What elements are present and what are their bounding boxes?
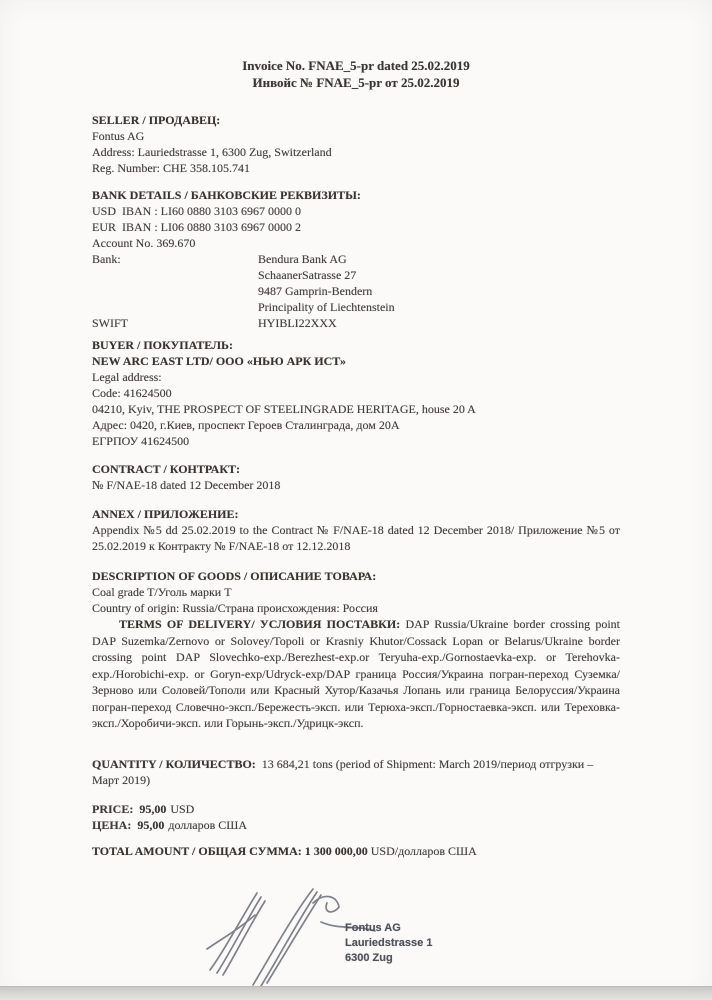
signature-block (205, 885, 535, 987)
bank-street: SchaanerSatrasse 27 (258, 268, 357, 282)
contract-section (92, 461, 620, 493)
usd-iban: USD IBAN : LI60 0880 3103 6967 0000 0 (92, 204, 301, 218)
quantity-text: 13 684,21 tons (period of Shipment: March 2019/период отгрузки – Март 2019) (92, 756, 594, 787)
buyer-code: Code: 41624500 (92, 386, 172, 400)
seller-section (92, 112, 620, 176)
buyer-heading: BUYER / ПОКУПАТЕЛЬ: (92, 338, 233, 352)
bank-name-row (92, 251, 620, 315)
total-heading: TOTAL AMOUNT / ОБЩАЯ СУММА: (92, 843, 302, 858)
goods-heading: DESCRIPTION OF GOODS / ОПИСАНИЕ ТОВАРА: (92, 569, 377, 583)
terms-of-delivery-paragraph (92, 616, 620, 732)
quantity-paragraph (92, 756, 620, 788)
seller-company: Fontus AG (92, 129, 145, 143)
price-currency-ru: долларов США (168, 817, 248, 832)
bank-address (258, 251, 395, 315)
bank-heading: BANK DETAILS / БАНКОВСКИЕ РЕКВИЗИТЫ: (92, 188, 361, 202)
stamp-street: Lauriedstrasse 1 (345, 937, 433, 949)
terms-text: DAP Russia/Ukraine border crossing point DAP Suzemka/Zernovo or Solovey/Topoli or Krasniy Khutor/Cossack Lopan or Belarus/Ukraine border crossing point DAP Slovechko-exp./Berezhest-exp.or Teryuha-exp./Gornostaevka-exp. or Terehovka-exp./Horobichi-exp. or Goryn-exp/Udryck-exp/DAP граница Россия/Украина погран-переход Суземка/Зерново или Соловей/Тополи или Красный Хутор/Казачья Лопань или граница Белоруссия/Украина погран-переход Словечно-эксп./Бережесть-эксп. или Терюха-эксп./Горностаевка-эксп. или Тереховка-эксп./Хоробичи-эксп. или Горынь-эксп./Удрицк-эксп. (92, 617, 621, 730)
swift-code: HYIBLI22XXX (258, 316, 337, 330)
price-currency-en: USD (170, 801, 195, 816)
bank-country: Principality of Liechtenstein (258, 300, 395, 314)
annex-heading: ANNEX / ПРИЛОЖЕНИЕ: (92, 507, 239, 521)
bank-name: Bendura Bank AG (258, 252, 347, 266)
buyer-company: NEW ARC EAST LTD/ ООО «НЬЮ АРК ИСТ» (92, 354, 346, 368)
account-number: Account No. 369.670 (92, 236, 196, 250)
price-line-ru (92, 817, 620, 833)
price-value-en: 95,00 (139, 801, 167, 816)
buyer-section (92, 337, 620, 449)
total-amount-line (92, 843, 620, 859)
contract-heading: CONTRACT / КОНТРАКТ: (92, 462, 241, 476)
annex-text: Appendix №5 dd 25.02.2019 to the Contract № F/NAE-18 dated 12 December 2018/ Приложение №5 от 25.02.2019 к Контракту № F/NAE-18 от 12.12.2018 (92, 523, 620, 553)
stamp-company: Fontus AG (345, 922, 401, 934)
terms-heading: TERMS OF DELIVERY/ УСЛОВИЯ ПОСТАВКИ: (119, 617, 401, 631)
invoice-title-ru: Инвойс № FNAE_5-pr от 25.02.2019 (252, 75, 460, 90)
price-value-ru: 95,00 (137, 817, 165, 832)
bank-city: 9487 Gamprin-Bendern (258, 284, 373, 298)
stamp-city: 6300 Zug (345, 952, 393, 964)
annex-section (92, 506, 620, 554)
invoice-title (92, 57, 620, 91)
contract-number: № F/NAE-18 dated 12 December 2018 (92, 478, 281, 492)
total-amount: 1 300 000,00 (304, 843, 368, 858)
quantity-heading: QUANTITY / КОЛИЧЕСТВО: (92, 756, 256, 771)
goods-coal-grade: Coal grade T/Уголь марки Т (92, 585, 232, 599)
bank-label: Bank: (92, 252, 121, 266)
bank-details-section (92, 187, 620, 331)
seller-reg-number: Reg. Number: CHE 358.105.741 (92, 161, 250, 175)
buyer-legal-address-label: Legal address: (92, 370, 162, 384)
swift-row (92, 315, 620, 331)
buyer-address-ru: Адрес: 0420, г.Киев, проспект Героев Сталинграда, дом 20А (92, 418, 400, 432)
swift-label: SWIFT (92, 316, 128, 330)
price-label-en: PRICE: (92, 801, 134, 816)
invoice-title-en: Invoice No. FNAE_5-pr dated 25.02.2019 (242, 58, 470, 73)
price-label-ru: ЦЕНА: (92, 817, 132, 832)
seller-address: Address: Lauriedstrasse 1, 6300 Zug, Switzerland (92, 145, 332, 159)
total-currency: USD/долларов США (370, 843, 477, 858)
buyer-egrpou: ЕГРПОУ 41624500 (92, 434, 190, 448)
price-line-en (92, 801, 620, 817)
seller-heading: SELLER / ПРОДАВЕЦ: (92, 113, 221, 127)
buyer-address-en: 04210, Kyiv, THE PROSPECT OF STEELINGRADE HERITAGE, house 20 A (92, 402, 476, 416)
goods-section (92, 568, 620, 616)
scan-edge-shadow (0, 986, 712, 1000)
price-section (92, 801, 620, 833)
goods-origin: Country of origin: Russia/Страна происхождения: Россия (92, 601, 378, 615)
invoice-document (92, 0, 620, 859)
company-stamp (345, 921, 432, 966)
eur-iban: EUR IBAN : LI06 0880 3103 6967 0000 2 (92, 220, 301, 234)
